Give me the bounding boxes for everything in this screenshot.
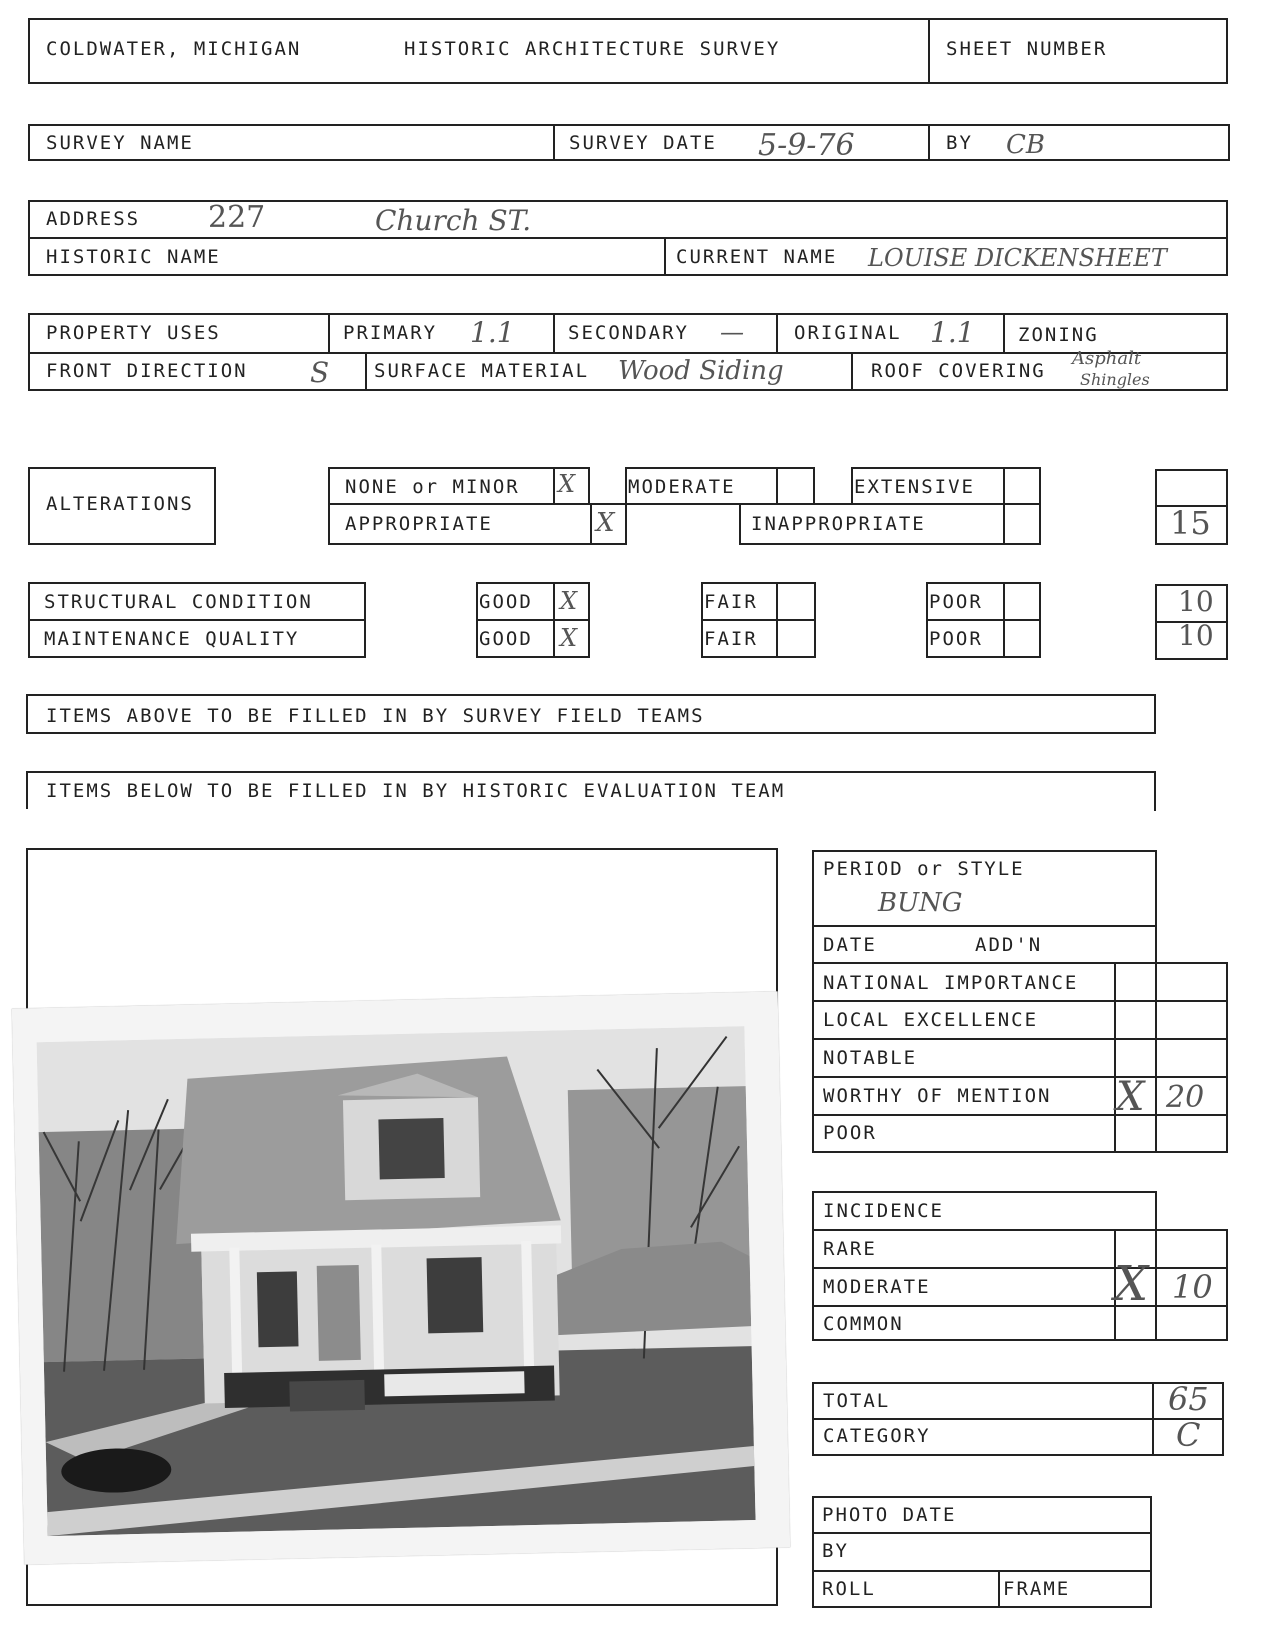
appropriate-mark: X <box>596 508 615 538</box>
survey-divider-2 <box>928 124 930 161</box>
structural-good-mark: X <box>560 587 578 615</box>
structural-score: 10 <box>1178 585 1214 618</box>
house-photo <box>12 991 790 1564</box>
incidence-right-col <box>1226 1229 1228 1341</box>
inappropriate-check-divider <box>1003 503 1005 545</box>
photo-area-bottom <box>26 1604 778 1606</box>
roof-covering-value-1: Asphalt <box>1072 348 1142 369</box>
national-label: NATIONAL IMPORTANCE <box>823 972 1079 994</box>
period-label: PERIOD or STYLE <box>823 858 1025 880</box>
city-label: COLDWATER, MICHIGAN <box>46 38 302 60</box>
incidence-line-4 <box>812 1339 1228 1341</box>
incidence-moderate-label: MODERATE <box>823 1276 931 1298</box>
appropriate-check-divider <box>590 503 592 545</box>
incidence-moderate-mark: X <box>1114 1256 1149 1312</box>
maintenance-score: 10 <box>1178 619 1214 652</box>
secondary-value: — <box>720 318 744 346</box>
survey-divider-1 <box>553 124 555 161</box>
notes-below-left <box>26 771 28 809</box>
secondary-label: SECONDARY <box>568 322 689 344</box>
maintenance-poor-label: POOR <box>929 628 983 650</box>
none-minor-mark: X <box>558 470 576 498</box>
condition-labels-divider <box>28 619 366 621</box>
good-divider <box>476 619 590 621</box>
survey-by-label: BY <box>946 132 973 154</box>
structural-good-label: GOOD <box>479 591 533 613</box>
eval-line-5 <box>812 1076 1228 1078</box>
photo-tree-mass-left <box>39 1129 204 1363</box>
address-street: Church ST. <box>375 204 532 237</box>
structural-condition-label: STRUCTURAL CONDITION <box>44 591 313 613</box>
local-label: LOCAL EXCELLENCE <box>823 1009 1039 1031</box>
photo-by-label: BY <box>822 1540 849 1562</box>
eval-line-4 <box>812 1038 1228 1040</box>
maintenance-fair-label: FAIR <box>704 628 758 650</box>
eval-line-3 <box>812 1000 1228 1002</box>
photo-window-right <box>427 1257 484 1333</box>
rare-label: RARE <box>823 1238 877 1260</box>
photo-steps <box>289 1380 365 1412</box>
none-minor-label: NONE or MINOR <box>345 476 520 498</box>
total-label: TOTAL <box>823 1390 891 1412</box>
extensive-check-divider <box>1003 467 1005 505</box>
primary-label: PRIMARY <box>343 322 438 344</box>
photo-lattice <box>384 1371 524 1396</box>
date-label: DATE <box>823 934 877 956</box>
structural-fair-label: FAIR <box>704 591 758 613</box>
alterations-score: 15 <box>1170 504 1211 542</box>
form-title: HISTORIC ARCHITECTURE SURVEY <box>404 38 781 60</box>
maintenance-good-label: GOOD <box>479 628 533 650</box>
appropriate-label: APPROPRIATE <box>345 513 493 535</box>
front-direction-value: S <box>310 356 330 389</box>
good-check-divider <box>553 582 555 658</box>
notes-below: ITEMS BELOW TO BE FILLED IN BY HISTORIC EVALUATION TEAM <box>46 780 786 802</box>
notes-below-right <box>1154 771 1156 811</box>
worthy-score: 20 <box>1166 1080 1205 1115</box>
photo-area-top <box>26 848 778 850</box>
original-value: 1.1 <box>930 316 975 349</box>
survey-date-label: SURVEY DATE <box>569 132 717 154</box>
address-divider-line <box>28 237 1228 239</box>
address-number: 227 <box>208 200 266 235</box>
worthy-label: WORTHY OF MENTION <box>823 1085 1052 1107</box>
frame-label: FRAME <box>1003 1578 1071 1600</box>
eval-line-7 <box>812 1151 1228 1153</box>
notes-above-right <box>1154 694 1156 734</box>
moderate-alt-check-divider <box>776 467 778 505</box>
fair-check-divider <box>776 582 778 658</box>
notes-below-top <box>26 771 1156 773</box>
property-v3 <box>776 313 778 352</box>
poor-check-divider <box>1003 582 1005 658</box>
eval-check-col <box>1114 962 1116 1153</box>
photo-window-left <box>257 1271 299 1347</box>
current-name-value: LOUISE DICKENSHEET <box>868 244 1167 272</box>
survey-left-edge <box>28 124 30 161</box>
notes-above: ITEMS ABOVE TO BE FILLED IN BY SURVEY FIELD TEAMS <box>46 705 705 727</box>
survey-date-value: 5-9-76 <box>758 128 855 163</box>
worthy-mark: X <box>1116 1074 1145 1120</box>
header-divider <box>928 18 930 84</box>
property-v2 <box>553 313 555 352</box>
notes-above-left <box>26 694 28 732</box>
incidence-line-2 <box>812 1267 1228 1269</box>
category-label: CATEGORY <box>823 1425 931 1447</box>
common-label: COMMON <box>823 1313 904 1335</box>
photo-door <box>317 1265 361 1361</box>
structural-poor-label: POOR <box>929 591 983 613</box>
roof-covering-value-2: Shingles <box>1080 370 1150 389</box>
poor-divider <box>926 619 1041 621</box>
eval-right-col <box>1226 962 1228 1153</box>
maintenance-good-mark: X <box>560 624 578 652</box>
eval-line-2 <box>812 962 1228 964</box>
maintenance-quality-label: MAINTENANCE QUALITY <box>44 628 300 650</box>
surface-material-value: Wood Siding <box>618 356 784 386</box>
total-check-col <box>1152 1382 1154 1456</box>
property-divider-line <box>28 352 1228 354</box>
property-v1 <box>328 313 330 352</box>
survey-name-label: SURVEY NAME <box>46 132 194 154</box>
moderate-alt-label: MODERATE <box>628 476 736 498</box>
zoning-label: ZONING <box>1018 324 1099 346</box>
none-minor-check-divider <box>553 467 555 505</box>
inappropriate-label: INAPPROPRIATE <box>751 513 926 535</box>
notable-label: NOTABLE <box>823 1047 918 1069</box>
address-label: ADDRESS <box>46 208 141 230</box>
survey-right-edge <box>1228 124 1230 161</box>
photo-info-line-2 <box>812 1570 1152 1572</box>
eval-poor-label: POOR <box>823 1122 877 1144</box>
incidence-line-3 <box>812 1305 1228 1307</box>
incidence-line-1 <box>812 1229 1228 1231</box>
alterations-label: ALTERATIONS <box>46 493 194 515</box>
roll-label: ROLL <box>822 1578 876 1600</box>
roof-covering-label: ROOF COVERING <box>871 360 1046 382</box>
photo-info-col <box>998 1570 1000 1608</box>
surface-material-label: SURFACE MATERIAL <box>374 360 590 382</box>
photo-dormer-window <box>378 1118 444 1179</box>
property-v4 <box>1003 313 1005 352</box>
survey-by-value: CB <box>1006 130 1045 160</box>
total-value: 65 <box>1168 1380 1209 1418</box>
property-v5 <box>365 352 367 391</box>
original-label: ORIGINAL <box>794 322 902 344</box>
photo-info-line-1 <box>812 1532 1152 1534</box>
incidence-moderate-score: 10 <box>1172 1268 1213 1306</box>
notes-above-top <box>26 694 1156 696</box>
survey-top-line <box>28 124 1230 126</box>
photo-date-label: PHOTO DATE <box>822 1504 957 1526</box>
fair-divider <box>701 619 816 621</box>
category-value: C <box>1176 1416 1201 1454</box>
total-divider <box>812 1418 1224 1420</box>
house-photo-icon <box>37 1026 756 1536</box>
current-name-label: CURRENT NAME <box>676 246 838 268</box>
front-direction-label: FRONT DIRECTION <box>46 360 248 382</box>
period-value: BUNG <box>878 888 963 918</box>
sheet-number-label: SHEET NUMBER <box>946 38 1108 60</box>
addn-label: ADD'N <box>975 934 1043 956</box>
incidence-label: INCIDENCE <box>823 1200 944 1222</box>
primary-value: 1.1 <box>470 316 515 349</box>
survey-bottom-line <box>28 159 1230 161</box>
historic-name-label: HISTORIC NAME <box>46 246 221 268</box>
property-v6 <box>851 352 853 391</box>
eval-line-1 <box>812 925 1157 927</box>
property-uses-label: PROPERTY USES <box>46 322 221 344</box>
extensive-label: EXTENSIVE <box>854 476 975 498</box>
notes-above-bottom <box>26 732 1156 734</box>
address-divider-vertical <box>664 237 666 275</box>
